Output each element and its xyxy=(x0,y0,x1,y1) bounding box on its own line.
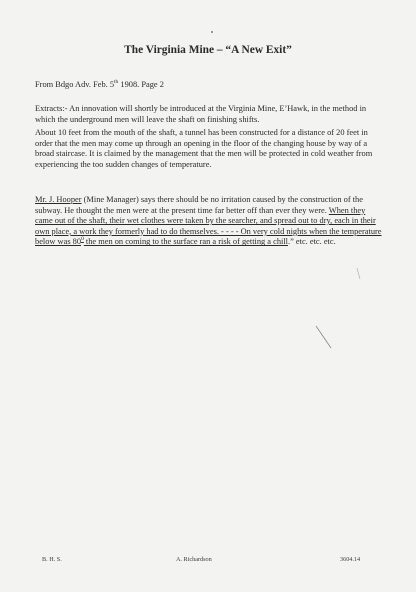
extract-paragraph: Extracts:- An innovation will shortly be introduced at the Virginia Mine, E’Hawk, in the method in which the underground men will leave the shaft on finishing shifts. xyxy=(35,104,367,124)
quote-end-text: .” etc. etc. etc. xyxy=(288,237,336,247)
source-line xyxy=(35,80,385,91)
tunnel-paragraph: About 10 feet from the mouth of the shaft, a tunnel has been constructed for a distance of 20 feet in order that the men may come up through an opening in the floor of the changing house by way of a broad staircase. It is claimed by the management that the men will be protected in cold weather from experiencing the too sudden changes of temperature. xyxy=(35,128,373,169)
manager-name: Mr. J. Hooper xyxy=(35,195,82,204)
footer-left: B. H. S. xyxy=(42,556,62,563)
pen-stroke-mark xyxy=(316,326,331,348)
manager-text: (Mine Manager) says there should be no irritation caused by the construction of the subway. He thought the men were at the present time far better off than ever they were. xyxy=(35,195,363,215)
degree-superscript: 0 xyxy=(81,236,84,243)
footer-author: A. Richardson xyxy=(176,556,212,563)
source-prefix: From Bdgo Adv. Feb. 5 xyxy=(35,80,115,89)
manager-paragraph xyxy=(35,195,385,248)
document-title: The Virginia Mine – “A New Exit” xyxy=(124,44,292,56)
source-superscript: th xyxy=(114,79,119,86)
speck-mark xyxy=(211,31,213,33)
footer-reference: 3604.14 xyxy=(340,556,361,563)
quote-underlined-a: When they came out of the shaft, their wet clothes were taken by the searcher, and spread out to dry, each in their own place, a work they formerly had to do themselves. - - - - On very cold nights when the temperature below was 80 xyxy=(35,205,382,247)
quote-underlined-b: the men on coming to the surface ran a risk of getting a chill xyxy=(83,237,289,247)
source-suffix: 1908. Page 2 xyxy=(118,80,164,89)
pen-stroke-mark-small xyxy=(357,268,360,279)
